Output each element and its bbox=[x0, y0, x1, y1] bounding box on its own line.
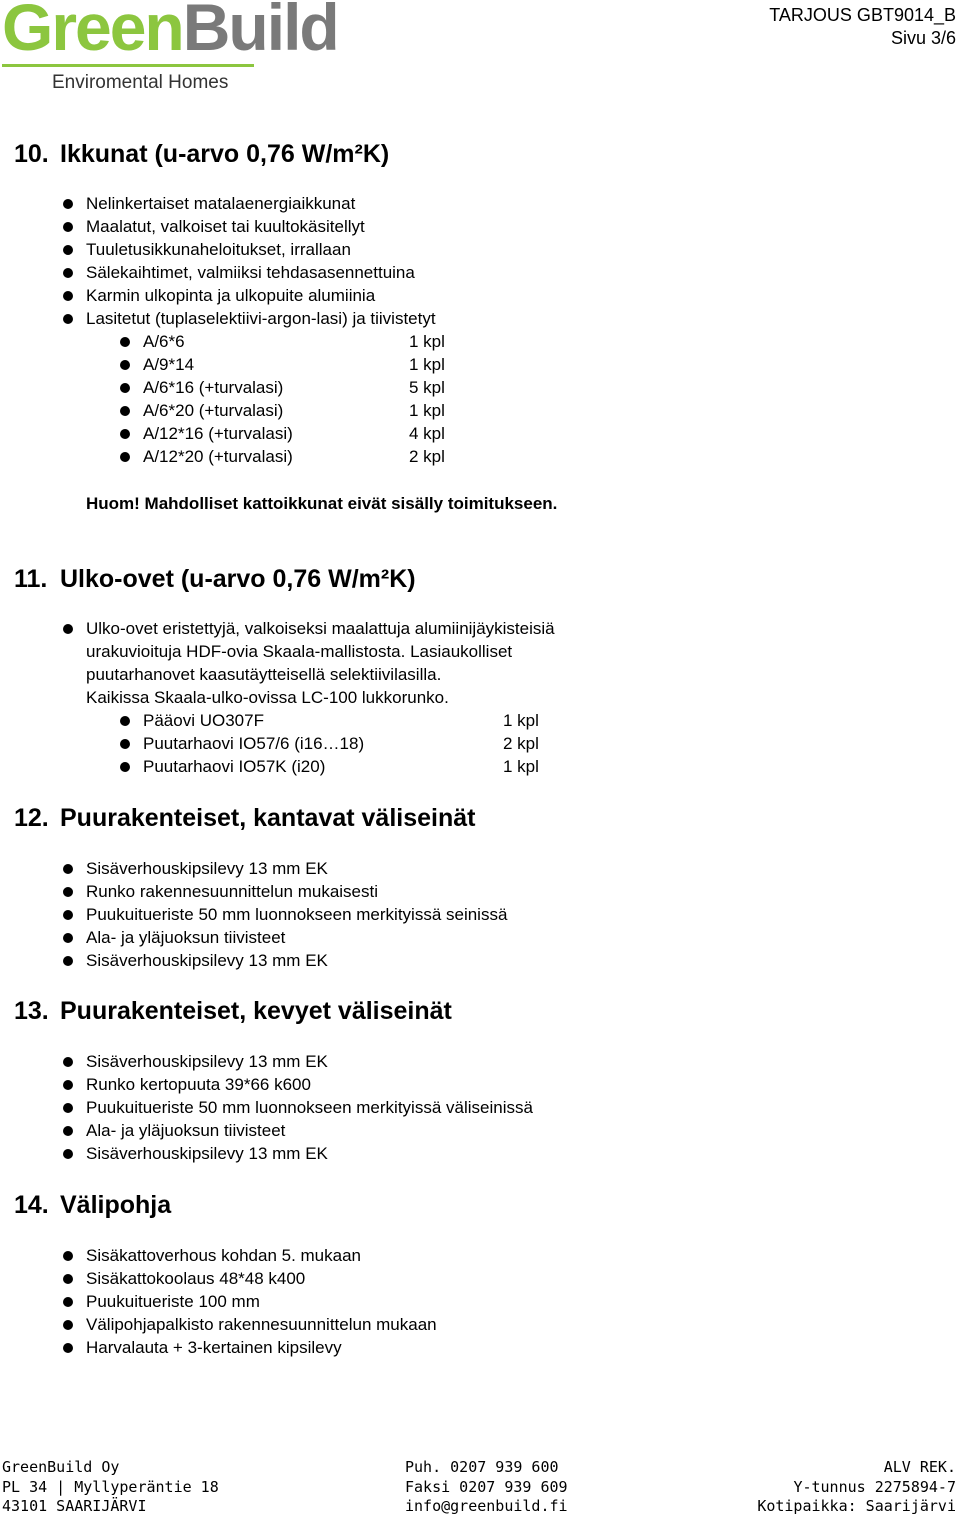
footer-company bbox=[2, 1458, 219, 1517]
bullet-icon bbox=[63, 910, 73, 920]
windows-features-list bbox=[86, 192, 436, 330]
section-title: Ikkunat (u-arvo 0,76 W/m²K) bbox=[60, 140, 390, 168]
bullet-icon bbox=[63, 933, 73, 943]
list-item: Ala- ja yläjuoksun tiivisteet bbox=[86, 926, 507, 949]
document-code: TARJOUS GBT9014_B bbox=[769, 5, 956, 25]
footer-contact bbox=[405, 1458, 568, 1517]
list-item: Puutarhaovi IO57/6 (i16…18) 2 kpl bbox=[143, 732, 364, 755]
fax-number: Faksi 0207 939 609 bbox=[405, 1477, 568, 1496]
bullet-icon bbox=[63, 1126, 73, 1136]
bullet-icon bbox=[63, 268, 73, 278]
description-line: puutarhanovet kaasutäytteisellä selektiivilasilla. bbox=[86, 665, 442, 684]
doors-quantity-list bbox=[143, 709, 539, 778]
quantity: 2 kpl bbox=[503, 734, 539, 753]
list-item: Maalatut, valkoiset tai kuultokäsitellyt bbox=[86, 215, 436, 238]
section-title: Puurakenteiset, kantavat väliseinät bbox=[60, 804, 476, 832]
bullet-icon bbox=[63, 222, 73, 232]
footer-legal bbox=[757, 1458, 956, 1517]
list-item: Puukuitueriste 50 mm luonnokseen merkityissä seinissä bbox=[86, 903, 507, 926]
quantity: 1 kpl bbox=[409, 401, 445, 420]
load-bearing-walls-list bbox=[86, 857, 507, 972]
bullet-icon bbox=[120, 762, 130, 772]
bullet-icon bbox=[120, 360, 130, 370]
description-line: Kaikissa Skaala-ulko-ovissa LC-100 lukkorunko. bbox=[86, 688, 449, 707]
bullet-icon bbox=[63, 1297, 73, 1307]
list-item: Karmin ulkopinta ja ulkopuite alumiinia bbox=[86, 284, 436, 307]
bullet-icon bbox=[63, 1274, 73, 1284]
section-heading-exterior-doors bbox=[14, 564, 416, 594]
bullet-icon bbox=[63, 1057, 73, 1067]
list-item: A/6*20 (+turvalasi) 1 kpl bbox=[143, 399, 293, 422]
domicile: Kotipaikka: Saarijärvi bbox=[757, 1497, 956, 1515]
description-line: urakuvioituja HDF-ovia Skaala-mallistosta. Lasiaukolliset bbox=[86, 642, 513, 661]
bullet-icon bbox=[63, 1320, 73, 1330]
page-footer bbox=[0, 1458, 960, 1516]
section-title: Ulko-ovet (u-arvo 0,76 W/m²K) bbox=[60, 565, 416, 593]
bullet-icon bbox=[63, 1251, 73, 1261]
section-heading-intermediate-floor bbox=[14, 1190, 171, 1220]
bullet-icon bbox=[63, 956, 73, 966]
section-number: 11. bbox=[14, 565, 48, 593]
list-item: Pääovi UO307F 1 kpl bbox=[143, 709, 364, 732]
list-item: Tuuletusikkunaheloitukset, irrallaan bbox=[86, 238, 436, 261]
bullet-icon bbox=[63, 887, 73, 897]
list-item: Puukuitueriste 100 mm bbox=[86, 1290, 437, 1313]
section-heading-windows bbox=[14, 139, 389, 169]
list-item: Välipohjapalkisto rakennesuunnittelun mukaan bbox=[86, 1313, 437, 1336]
quantity: 1 kpl bbox=[409, 332, 445, 351]
list-item: Sisäkattokoolaus 48*48 k400 bbox=[86, 1267, 437, 1290]
logo-underline bbox=[2, 64, 254, 67]
bullet-icon bbox=[63, 314, 73, 324]
list-item: A/12*20 (+turvalasi) 2 kpl bbox=[143, 445, 293, 468]
company-name: GreenBuild Oy bbox=[2, 1458, 120, 1476]
bullet-icon bbox=[120, 716, 130, 726]
windows-quantity-list bbox=[143, 330, 445, 468]
section-number: 10. bbox=[14, 140, 49, 168]
bullet-icon bbox=[63, 624, 73, 634]
list-item: A/12*16 (+turvalasi) 4 kpl bbox=[143, 422, 293, 445]
bullet-icon bbox=[120, 383, 130, 393]
list-item: Sisäverhouskipsilevy 13 mm EK bbox=[86, 1050, 533, 1073]
quantity: 2 kpl bbox=[409, 447, 445, 466]
quantity: 1 kpl bbox=[503, 757, 539, 776]
section-number: 12. bbox=[14, 804, 49, 832]
bullet-icon bbox=[63, 291, 73, 301]
business-id: Y-tunnus 2275894-7 bbox=[793, 1477, 956, 1496]
quantity: 4 kpl bbox=[409, 424, 445, 443]
list-item: Runko kertopuuta 39*66 k600 bbox=[86, 1073, 533, 1096]
list-item: Sisäverhouskipsilevy 13 mm EK bbox=[86, 1142, 533, 1165]
intermediate-floor-list bbox=[86, 1244, 437, 1359]
quantity: 5 kpl bbox=[409, 378, 445, 397]
doors-description bbox=[86, 617, 555, 709]
company-postcode: 43101 SAARIJÄRVI bbox=[2, 1497, 147, 1515]
description-line: Ulko-ovet eristettyjä, valkoiseksi maalattuja alumiinijäykisteisiä bbox=[86, 619, 555, 638]
bullet-icon bbox=[63, 1343, 73, 1353]
section-title: Välipohja bbox=[60, 1191, 172, 1219]
page-number: Sivu 3/6 bbox=[890, 28, 956, 48]
bullet-icon bbox=[63, 199, 73, 209]
phone-number: Puh. 0207 939 600 bbox=[405, 1458, 559, 1476]
section-title: Puurakenteiset, kevyet väliseinät bbox=[60, 997, 452, 1025]
logo-word-gray: Build bbox=[182, 0, 338, 64]
greenbuild-logo bbox=[0, 0, 338, 100]
bullet-icon bbox=[63, 1103, 73, 1113]
quantity: 1 kpl bbox=[503, 711, 539, 730]
bullet-icon bbox=[120, 337, 130, 347]
list-item: Sisäverhouskipsilevy 13 mm EK bbox=[86, 949, 507, 972]
quantity: 1 kpl bbox=[409, 355, 445, 374]
section-number: 13. bbox=[14, 997, 49, 1025]
bullet-icon bbox=[63, 1080, 73, 1090]
vat-registration: ALV REK. bbox=[883, 1458, 956, 1476]
list-item: Lasitetut (tuplaselektiivi-argon-lasi) ja tiivistetyt bbox=[86, 307, 436, 330]
bullet-icon bbox=[120, 429, 130, 439]
logo-tagline: Enviromental Homes bbox=[52, 72, 229, 93]
logo-word-green: Green bbox=[2, 0, 183, 64]
email-address: info@greenbuild.fi bbox=[405, 1497, 568, 1515]
light-walls-list bbox=[86, 1050, 533, 1165]
section-heading-load-bearing-walls bbox=[14, 803, 475, 833]
company-address: PL 34 | Myllyperäntie 18 bbox=[2, 1477, 219, 1496]
bullet-icon bbox=[120, 452, 130, 462]
list-item: Sisäverhouskipsilevy 13 mm EK bbox=[86, 857, 507, 880]
list-item: A/6*6 1 kpl bbox=[143, 330, 293, 353]
bullet-icon bbox=[63, 864, 73, 874]
section-number: 14. bbox=[14, 1191, 49, 1219]
list-item: Sisäkattoverhous kohdan 5. mukaan bbox=[86, 1244, 437, 1267]
list-item: Runko rakennesuunnittelun mukaisesti bbox=[86, 880, 507, 903]
list-item: A/6*16 (+turvalasi) 5 kpl bbox=[143, 376, 293, 399]
bullet-icon bbox=[120, 406, 130, 416]
list-item: Nelinkertaiset matalaenergiaikkunat bbox=[86, 192, 436, 215]
list-item: Puutarhaovi IO57K (i20) 1 kpl bbox=[143, 755, 364, 778]
list-item: Harvalauta + 3-kertainen kipsilevy bbox=[86, 1336, 437, 1359]
document-reference bbox=[769, 4, 956, 50]
list-item: Sälekaihtimet, valmiiksi tehdasasennettuina bbox=[86, 261, 436, 284]
bullet-icon bbox=[63, 245, 73, 255]
bullet-icon bbox=[63, 1149, 73, 1159]
list-item: Puukuitueriste 50 mm luonnokseen merkityissä väliseinissä bbox=[86, 1096, 533, 1119]
list-item: Ala- ja yläjuoksun tiivisteet bbox=[86, 1119, 533, 1142]
list-item: A/9*14 1 kpl bbox=[143, 353, 293, 376]
section-heading-light-walls bbox=[14, 996, 452, 1026]
bullet-icon bbox=[120, 739, 130, 749]
roof-window-note: Huom! Mahdolliset kattoikkunat eivät sisälly toimitukseen. bbox=[86, 494, 558, 513]
